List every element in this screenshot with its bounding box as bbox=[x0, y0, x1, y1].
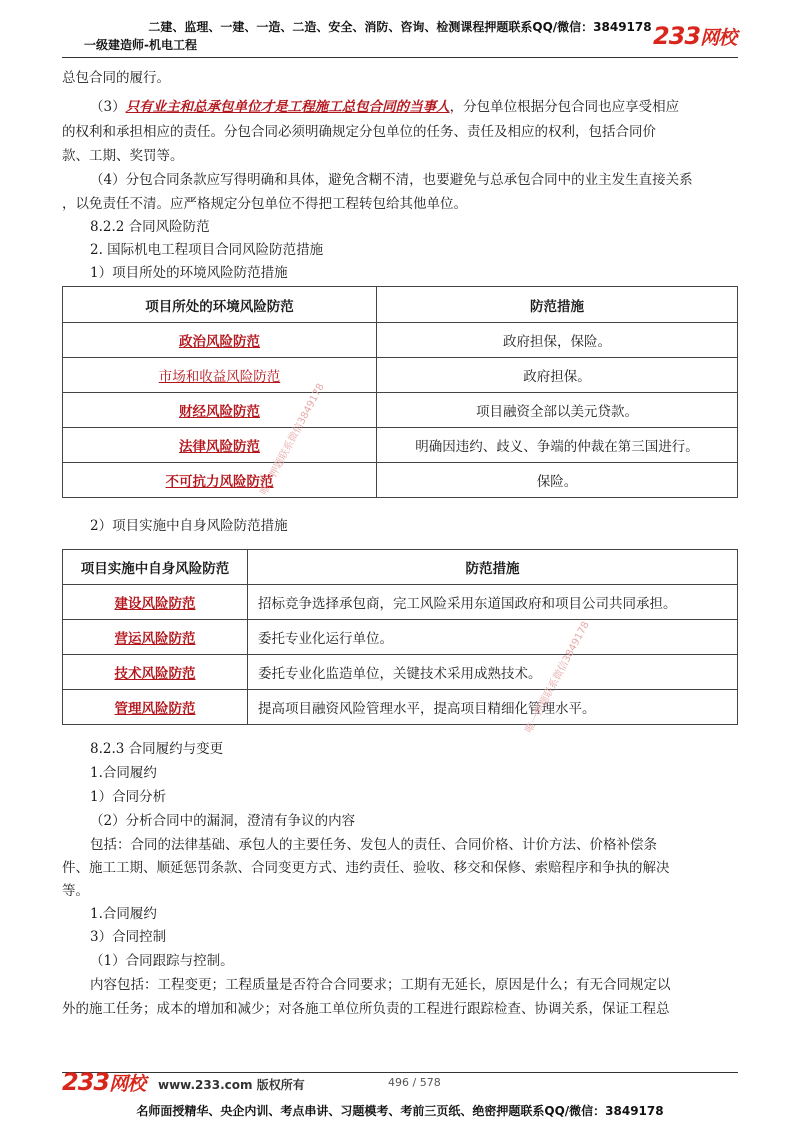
table-row bbox=[63, 620, 738, 655]
key-point-underlined: 只有业主和总承包单位才是工程施工总包合同的当事人 bbox=[125, 99, 450, 115]
footer-logo bbox=[62, 1068, 145, 1096]
body-line: 款、工期、奖罚等。 bbox=[62, 148, 184, 164]
table-row bbox=[63, 358, 738, 393]
footer-copyright: www.233.com 版权所有 bbox=[158, 1078, 305, 1092]
risk-type-link[interactable]: 政治风险防范 bbox=[179, 334, 260, 350]
risk-type-cell bbox=[63, 690, 248, 725]
table-row bbox=[63, 393, 738, 428]
header-logo bbox=[653, 22, 736, 50]
body-line: 外的施工任务；成本的增加和减少；对各施工单位所负责的工程进行跟踪检查、协调关系，保证工程总 bbox=[62, 1001, 670, 1017]
risk-type-link[interactable]: 建设风险防范 bbox=[114, 596, 196, 612]
risk-type-cell bbox=[63, 358, 377, 393]
risk-type-cell bbox=[63, 655, 248, 690]
risk-type-link[interactable]: 技术风险防范 bbox=[114, 666, 196, 682]
header-logo-number: 233 bbox=[653, 22, 701, 50]
measure-cell: 政府担保。 bbox=[377, 358, 738, 393]
subsection-heading: 1）项目所处的环境风险防范措施 bbox=[90, 265, 288, 281]
risk-type-link[interactable]: 营运风险防范 bbox=[114, 631, 196, 647]
body-line: ，以免责任不清。应严格规定分包单位不得把工程转包给其他单位。 bbox=[62, 196, 467, 212]
risk-type-cell bbox=[63, 393, 377, 428]
body-line: 等。 bbox=[62, 883, 89, 899]
header-subtitle: 一级建造师-机电工程 bbox=[84, 38, 197, 52]
footer-rule bbox=[62, 1072, 738, 1073]
section-heading: 8.2.2 合同风险防范 bbox=[90, 219, 210, 235]
body-line: 1）合同分析 bbox=[90, 789, 167, 805]
table-header-row bbox=[63, 287, 738, 323]
table-row bbox=[63, 655, 738, 690]
risk-type-link[interactable]: 财经风险防范 bbox=[179, 404, 260, 420]
body-line: （1）合同跟踪与控制。 bbox=[90, 953, 234, 969]
risk-type-link[interactable]: 法律风险防范 bbox=[179, 439, 260, 455]
table-row bbox=[63, 428, 738, 463]
table-header-cell: 项目所处的环境风险防范 bbox=[63, 287, 377, 323]
watermark: 唯一押题联系微信3849178 bbox=[523, 619, 592, 736]
measure-cell: 政府担保，保险。 bbox=[377, 323, 738, 358]
measure-cell: 招标竞争选择承包商，完工风险采用东道国政府和项目公司共同承担。 bbox=[248, 585, 738, 620]
header-rule bbox=[62, 57, 738, 58]
footer-logo-number: 233 bbox=[62, 1068, 110, 1096]
risk-type-cell bbox=[63, 428, 377, 463]
body-line: 1.合同履约 bbox=[90, 765, 157, 781]
subsection-heading: 2. 国际机电工程项目合同风险防范措施 bbox=[90, 242, 324, 258]
measure-cell: 项目融资全部以美元贷款。 bbox=[377, 393, 738, 428]
page-number: 496 / 578 bbox=[388, 1076, 441, 1089]
table-row bbox=[63, 463, 738, 498]
risk-type-cell bbox=[63, 323, 377, 358]
header-logo-text: 网校 bbox=[700, 27, 737, 49]
table-row bbox=[63, 323, 738, 358]
body-line: 3）合同控制 bbox=[90, 929, 167, 945]
header-promo-line: 二建、监理、一建、一造、二造、安全、消防、咨询、检测课程押题联系QQ/微信：3849178 bbox=[148, 20, 652, 34]
section-heading: 8.2.3 合同履约与变更 bbox=[90, 741, 224, 757]
body-text: ，分包单位根据分包合同也应享受相应 bbox=[449, 99, 680, 115]
footer-logo-text: 网校 bbox=[109, 1073, 146, 1095]
body-line: 内容包括：工程变更；工程质量是否符合合同要求；工期有无延长，原因是什么；有无合同规定以 bbox=[90, 977, 671, 993]
table-header-row bbox=[63, 550, 738, 585]
measure-cell: 委托专业化监造单位，关键技术采用成熟技术。 bbox=[248, 655, 738, 690]
table-row bbox=[63, 690, 738, 725]
body-line: 1.合同履约 bbox=[90, 906, 157, 922]
subsection-heading: 2）项目实施中自身风险防范措施 bbox=[90, 518, 288, 534]
body-line bbox=[90, 95, 738, 119]
table-header-cell: 防范措施 bbox=[377, 287, 738, 323]
risk-type-cell bbox=[63, 620, 248, 655]
risk-type-link[interactable]: 管理风险防范 bbox=[114, 701, 196, 717]
measure-cell: 明确因违约、歧义、争端的仲裁在第三国进行。 bbox=[377, 428, 738, 463]
risk-type-link[interactable]: 不可抗力风险防范 bbox=[165, 474, 274, 490]
environment-risk-table bbox=[62, 286, 738, 498]
risk-type-link[interactable]: 市场和收益风险防范 bbox=[158, 369, 281, 385]
watermark: 唯一押题联系微信3849178 bbox=[258, 381, 327, 498]
body-line: 的权利和承担相应的责任。分包合同必须明确规定分包单位的任务、责任及相应的权利，包括合同价 bbox=[62, 124, 656, 140]
table-row bbox=[63, 585, 738, 620]
measure-cell: 保险。 bbox=[377, 463, 738, 498]
table-header-cell: 项目实施中自身风险防范 bbox=[63, 550, 248, 585]
measure-cell: 委托专业化运行单位。 bbox=[248, 620, 738, 655]
table-header-cell: 防范措施 bbox=[248, 550, 738, 585]
body-line: 件、施工工期、顺延惩罚条款、合同变更方式、违约责任、验收、移交和保修、索赔程序和争执的解决 bbox=[62, 860, 670, 876]
item-number: （3） bbox=[90, 99, 126, 115]
risk-type-cell bbox=[63, 585, 248, 620]
measure-cell: 提高项目融资风险管理水平，提高项目精细化管理水平。 bbox=[248, 690, 738, 725]
body-line: 包括：合同的法律基础、承包人的主要任务、发包人的责任、合同价格、计价方法、价格补偿条 bbox=[90, 837, 657, 853]
project-risk-table bbox=[62, 549, 738, 725]
risk-type-cell bbox=[63, 463, 377, 498]
body-line: （2）分析合同中的漏洞，澄清有争议的内容 bbox=[90, 813, 356, 829]
footer-promo-line: 名师面授精华、央企内训、考点串讲、习题模考、考前三页纸、绝密押题联系QQ/微信：3849178 bbox=[136, 1104, 664, 1118]
body-line: 总包合同的履行。 bbox=[62, 70, 170, 86]
body-line: （4）分包合同条款应写得明确和具体，避免含糊不清，也要避免与总承包合同中的业主发生直接关系 bbox=[90, 172, 693, 188]
